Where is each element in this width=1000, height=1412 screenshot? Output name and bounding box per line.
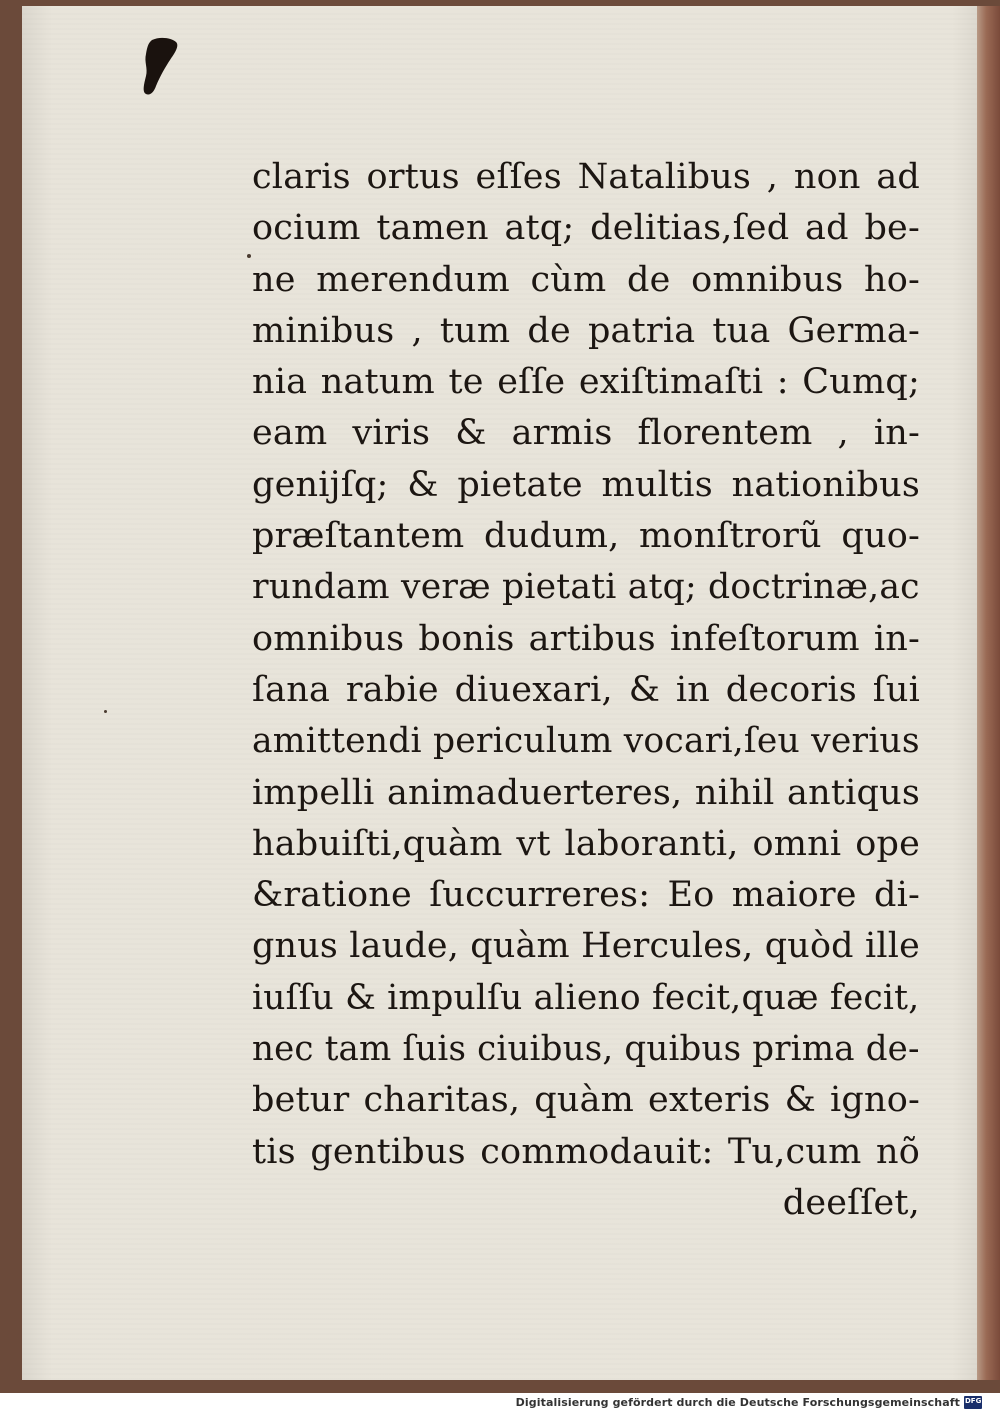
text-line: iuſſu & impulſu alieno fecit,quæ fecit, — [252, 977, 920, 1018]
footer-bar — [0, 1393, 1000, 1412]
text-line: tis gentibus commodauit: Tu,cum nõ — [252, 1131, 920, 1172]
stray-mark — [247, 254, 251, 258]
page-edge-binding — [977, 6, 1000, 1380]
dfg-logo-text: DFG — [965, 1397, 982, 1405]
text-line: amittendi periculum vocari,ſeu verius — [252, 721, 920, 762]
text-line: rundam veræ pietati atq; doctrinæ,ac — [252, 567, 920, 608]
text-line: claris ortus eſſes Natalibus , non ad — [252, 157, 920, 197]
text-line: ſana rabie diuexari, & in decoris ſui — [252, 669, 920, 710]
text-line: nia natum te eſſe exiſtimaſti : Cumq; — [252, 362, 920, 403]
text-line: nec tam ſuis ciuibus, quibus prima de- — [252, 1029, 920, 1070]
digitization-credit: Digitalisierung gefördert durch die Deutsche Forschungsgemeinschaft — [515, 1396, 960, 1409]
ink-blot — [138, 36, 184, 98]
body-text — [252, 152, 920, 1229]
text-line: ocium tamen atq; delitias,ſed ad be- — [252, 208, 920, 249]
text-line: præſtantem dudum, monſtrorũ quo- — [252, 516, 920, 557]
text-line: betur charitas, quàm exteris & igno- — [252, 1080, 920, 1121]
text-line: gnus laude, quàm Hercules, quòd ille — [252, 926, 920, 967]
text-line: minibus , tum de patria tua Germa- — [252, 310, 920, 351]
stray-mark — [104, 710, 107, 713]
text-line: &ratione ſuccurreres: Eo maiore di- — [252, 875, 920, 916]
text-line: genijſq; & pietate multis nationibus — [252, 464, 920, 505]
text-line: ne merendum cùm de omnibus ho- — [252, 259, 920, 300]
text-line: habuiſti,quàm vt laboranti, omni ope — [252, 823, 920, 864]
dfg-logo — [964, 1396, 982, 1409]
text-line: omnibus bonis artibus infeſtorum in- — [252, 618, 920, 659]
text-line: eam viris & armis florentem , in- — [252, 413, 920, 454]
text-line: impelli animaduerteres, nihil antiqus — [252, 772, 920, 813]
catchword: deeſſet, — [782, 1182, 920, 1223]
